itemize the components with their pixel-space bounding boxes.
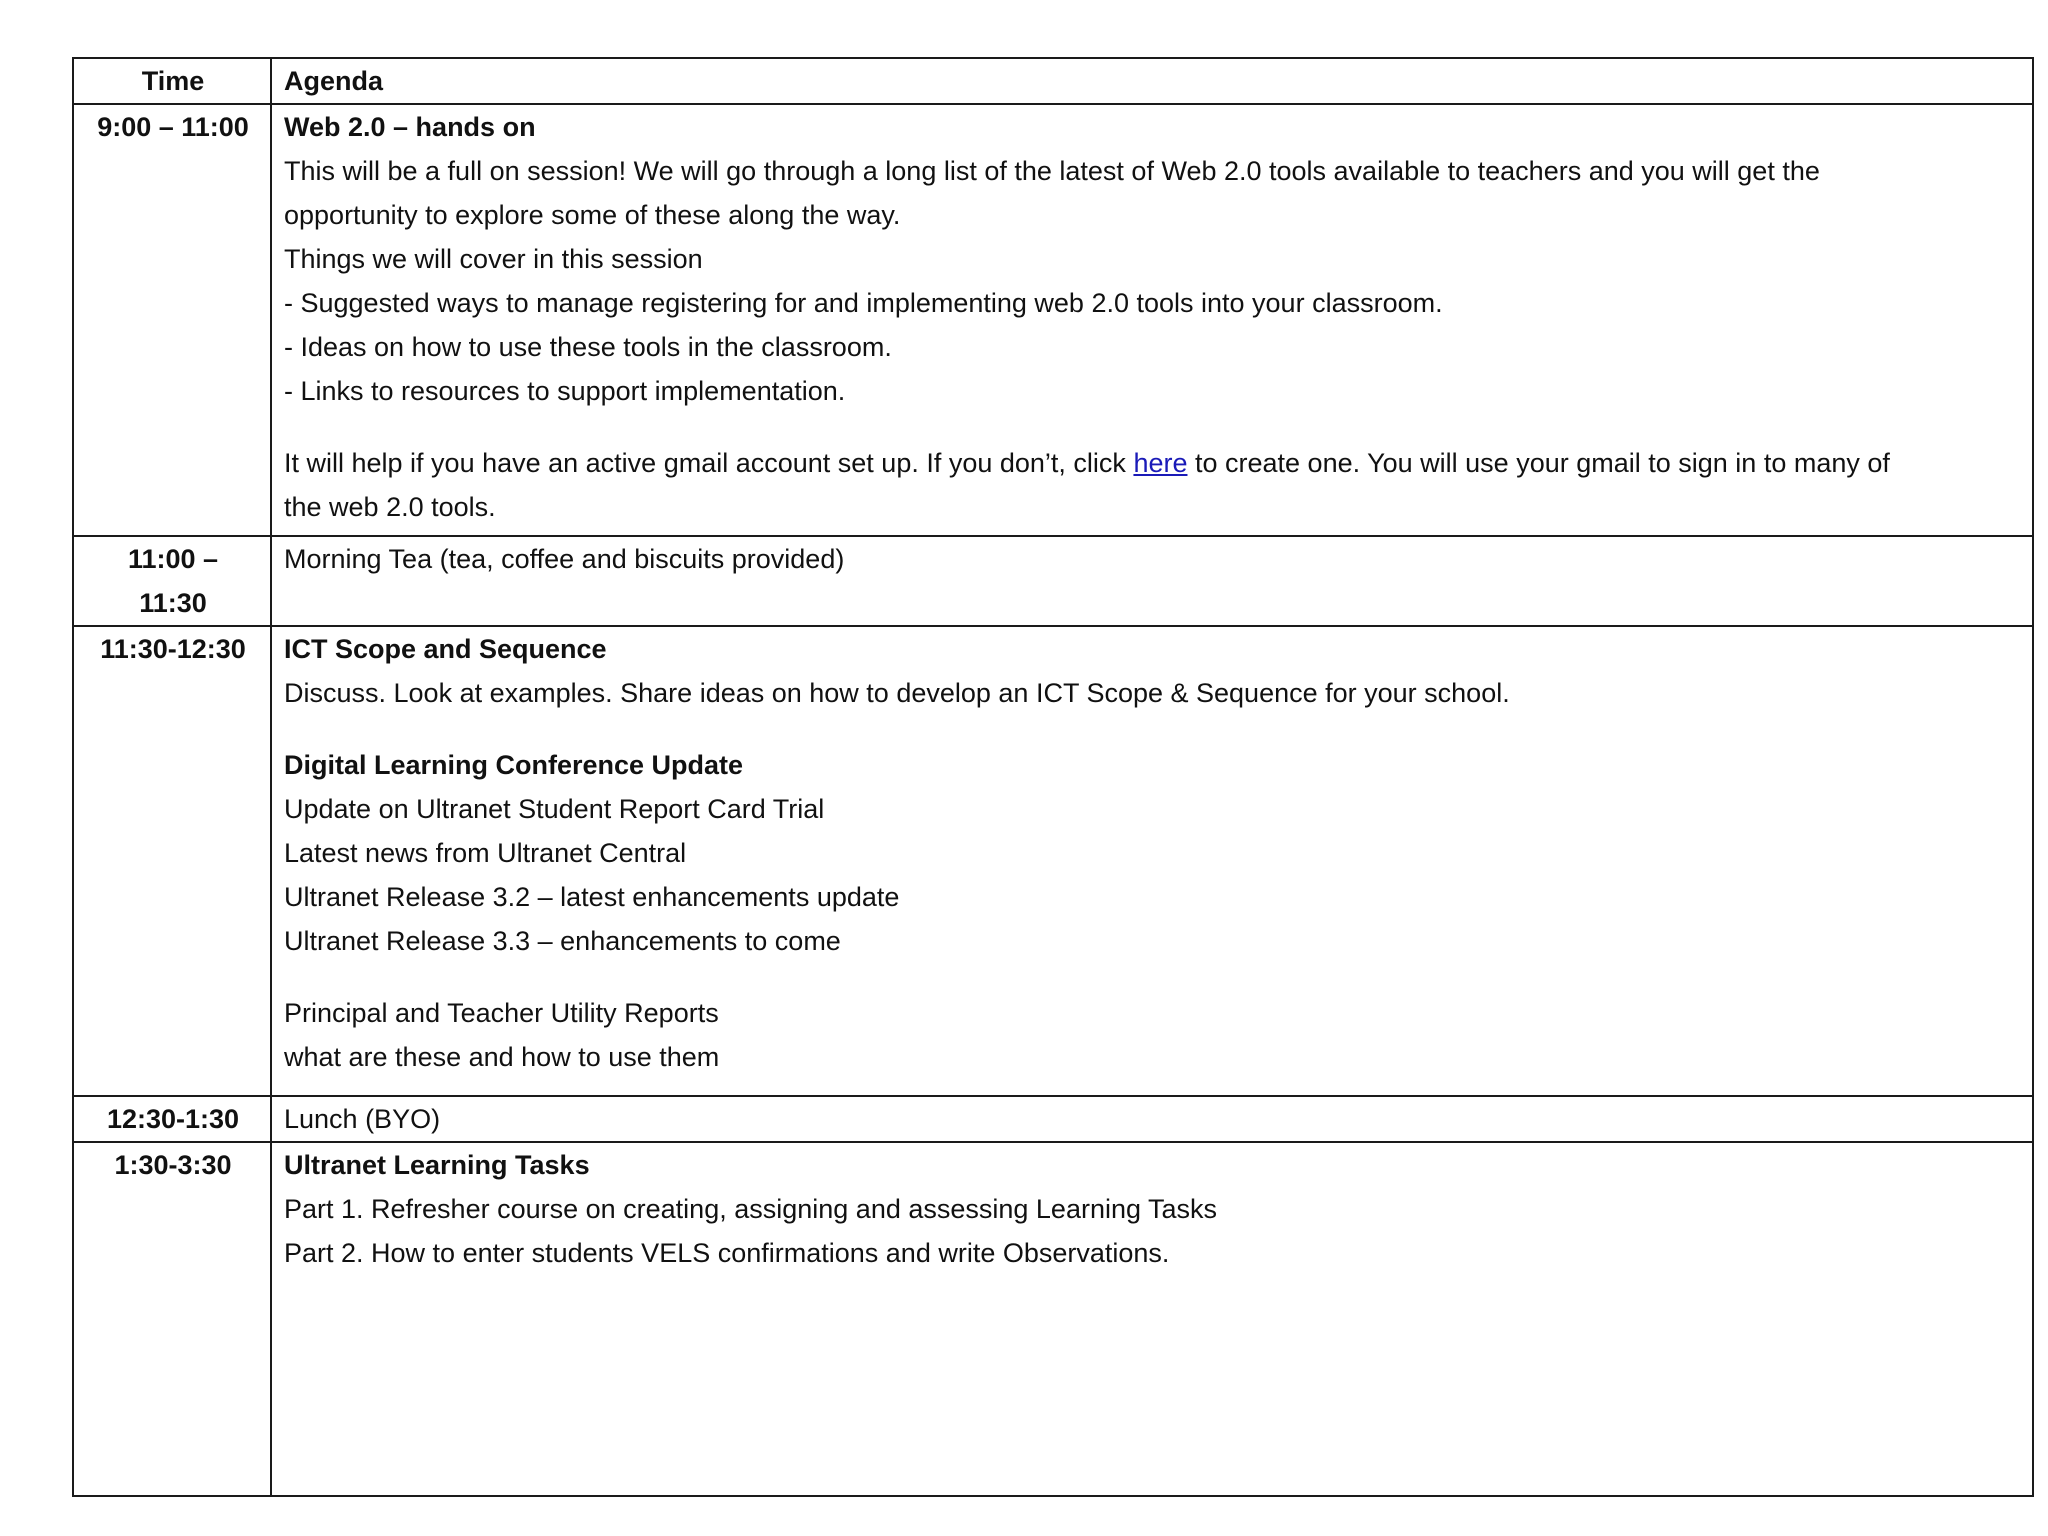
session-desc: Discuss. Look at examples. Share ideas on how to develop an ICT Scope & Sequence for your school. [284,678,1510,708]
time-cell [73,104,271,536]
table-row [73,626,2033,1096]
task-item: Part 1. Refresher course on creating, assigning and assessing Learning Tasks [284,1194,1218,1224]
session-title: Ultranet Learning Tasks [284,1150,590,1180]
agenda-cell [271,1096,2033,1142]
bullet-item: - Suggested ways to manage registering for and implementing web 2.0 tools into your classroom. [284,288,1443,318]
reports-title: Principal and Teacher Utility Reports [284,998,719,1028]
gmail-note [284,441,2022,485]
time-text: 11:30 [139,588,207,618]
gmail-here-link[interactable]: here [1133,448,1188,478]
session-title: Web 2.0 – hands on [284,112,536,142]
paragraph-gap [284,715,2022,743]
header-time: Time [73,58,271,104]
paragraph-gap [284,413,2022,441]
session-intro: This will be a full on session! We will go through a long list of the latest of Web 2.0 tools available to teachers and you will get the [284,156,1820,186]
header-agenda: Agenda [271,58,2033,104]
table-row [73,104,2033,536]
session-title: ICT Scope and Sequence [284,634,607,664]
agenda-cell [271,1142,2033,1496]
sub-title: Digital Learning Conference Update [284,750,744,780]
agenda-cell [271,104,2033,536]
reports-desc: what are these and how to use them [284,1042,720,1072]
agenda-cell [271,626,2033,1096]
time-cell [73,1142,271,1496]
table-row [73,536,2033,626]
sub-item: Latest news from Ultranet Central [284,838,687,868]
time-cell [73,536,271,626]
gmail-note-post: to create one. You will use your gmail to sign in to many of [1187,448,1890,478]
paragraph-gap [284,963,2022,991]
bullet-item: - Ideas on how to use these tools in the classroom. [284,332,892,362]
time-text: 11:00 – [127,544,219,574]
time-text: 1:30-3:30 [114,1150,232,1180]
sub-item: Update on Ultranet Student Report Card Trial [284,794,825,824]
table-row [73,1096,2033,1142]
time-cell [73,1096,271,1142]
sub-item: Ultranet Release 3.3 – enhancements to come [284,926,841,956]
cover-heading: Things we will cover in this session [284,244,703,274]
agenda-table [72,57,2034,1497]
time-text: 11:30-12:30 [100,634,246,664]
gmail-note-pre: It will help if you have an active gmail account set up. If you don’t, click [284,448,1134,478]
morning-tea-text: Morning Tea (tea, coffee and biscuits provided) [284,544,845,574]
session-intro-cont: opportunity to explore some of these along the way. [284,200,901,230]
lunch-text: Lunch (BYO) [284,1104,441,1134]
agenda-cell [271,536,2033,626]
gmail-note-cont: the web 2.0 tools. [284,492,496,522]
bullet-item: - Links to resources to support implementation. [284,376,846,406]
task-item: Part 2. How to enter students VELS confirmations and write Observations. [284,1238,1170,1268]
time-text: 9:00 – 11:00 [97,112,249,142]
time-cell [73,626,271,1096]
table-row [73,1142,2033,1496]
sub-item: Ultranet Release 3.2 – latest enhancements update [284,882,900,912]
table-header-row [73,58,2033,104]
time-text: 12:30-1:30 [106,1104,240,1134]
